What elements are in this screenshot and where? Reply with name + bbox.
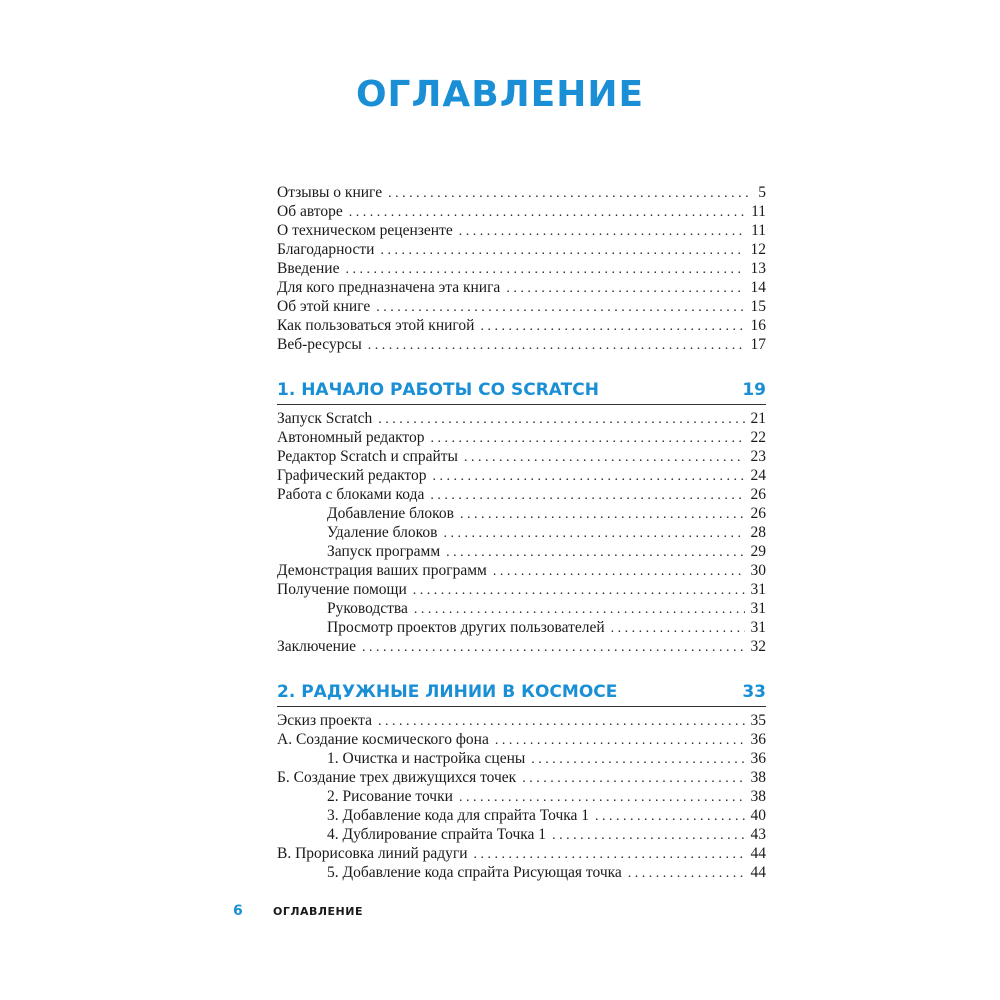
chapter-heading xyxy=(277,678,766,707)
toc-entry xyxy=(277,730,766,749)
toc-entry-label: 1. Очистка и настройка сцены xyxy=(327,750,526,767)
toc-subentry xyxy=(277,825,766,844)
toc-entry-page: 38 xyxy=(750,788,766,805)
toc-entry-page: 15 xyxy=(750,298,766,315)
toc-entry-label: Отзывы о книге xyxy=(277,184,383,201)
toc-entry-label: Руководства xyxy=(327,600,408,617)
toc-entry xyxy=(277,428,766,447)
toc-entry-page: 43 xyxy=(750,826,766,843)
toc-entry-label: А. Создание космического фона xyxy=(277,731,489,748)
toc-entry-label: Удаление блоков xyxy=(327,524,438,541)
toc-entry-page: 14 xyxy=(750,279,766,296)
dot-leader xyxy=(446,543,744,562)
toc-entry xyxy=(277,297,766,316)
toc-entry-page: 23 xyxy=(750,448,766,465)
table-of-contents xyxy=(277,183,766,882)
dot-leader xyxy=(413,581,745,600)
toc-entry-page: 13 xyxy=(750,260,766,277)
toc-entry-label: Запуск программ xyxy=(327,543,441,560)
toc-entry-label: 4. Дублирование спрайта Точка 1 xyxy=(327,826,547,843)
toc-entry-label: Введение xyxy=(277,260,340,277)
toc-entry xyxy=(277,447,766,466)
toc-entry xyxy=(277,485,766,504)
toc-entry-label: Об авторе xyxy=(277,203,343,220)
footer-page-number: 6 xyxy=(233,903,243,919)
toc-entry-page: 38 xyxy=(750,769,766,786)
toc-subentry xyxy=(277,749,766,768)
toc-entry-page: 32 xyxy=(750,638,766,655)
toc-entry-page: 29 xyxy=(750,543,766,560)
dot-leader xyxy=(380,241,744,260)
toc-entry-page: 36 xyxy=(750,731,766,748)
toc-entry-label: Работа с блоками кода xyxy=(277,486,425,503)
dot-leader xyxy=(552,826,744,845)
toc-entry xyxy=(277,278,766,297)
chapter-heading xyxy=(277,376,766,405)
toc-entry xyxy=(277,183,766,202)
dot-leader xyxy=(362,638,744,657)
chapter-title: 2. РАДУЖНЫЕ ЛИНИИ В КОСМОСЕ xyxy=(277,682,618,702)
dot-leader xyxy=(464,448,745,467)
dot-leader xyxy=(432,467,744,486)
toc-entry-page: 35 xyxy=(750,712,766,729)
toc-subentry xyxy=(277,523,766,542)
toc-entry-page: 31 xyxy=(750,581,766,598)
toc-entry-page: 31 xyxy=(750,600,766,617)
toc-entry xyxy=(277,466,766,485)
toc-entry-page: 30 xyxy=(750,562,766,579)
toc-entry xyxy=(277,202,766,221)
toc-entry-page: 44 xyxy=(750,864,766,881)
footer-running-head: ОГЛАВЛЕНИЕ xyxy=(273,904,363,918)
toc-entry-label: Б. Создание трех движущихся точек xyxy=(277,769,517,786)
toc-entry-page: 26 xyxy=(750,505,766,522)
toc-entry-label: Запуск Scratch xyxy=(277,410,373,427)
toc-entry-page: 28 xyxy=(750,524,766,541)
toc-entry-page: 36 xyxy=(750,750,766,767)
toc-entry xyxy=(277,844,766,863)
toc-entry xyxy=(277,259,766,278)
toc-entry xyxy=(277,711,766,730)
toc-subentry xyxy=(277,599,766,618)
toc-entry xyxy=(277,768,766,787)
chapter-page: 19 xyxy=(742,380,766,400)
toc-subentry xyxy=(277,806,766,825)
dot-leader xyxy=(495,731,745,750)
toc-entry-label: Добавление блоков xyxy=(327,505,454,522)
toc-entry xyxy=(277,316,766,335)
toc-subentry xyxy=(277,618,766,637)
dot-leader xyxy=(345,260,744,279)
dot-leader xyxy=(611,619,745,638)
toc-entry-label: Автономный редактор xyxy=(277,429,425,446)
dot-leader xyxy=(378,410,744,429)
toc-entry-page: 31 xyxy=(750,619,766,636)
toc-entry-page: 11 xyxy=(751,203,766,220)
toc-entry-page: 16 xyxy=(750,317,766,334)
dot-leader xyxy=(430,486,744,505)
dot-leader xyxy=(506,279,744,298)
toc-entry-label: Об этой книге xyxy=(277,298,371,315)
toc-entry-page: 44 xyxy=(750,845,766,862)
toc-entry-page: 5 xyxy=(758,184,766,201)
toc-entry xyxy=(277,409,766,428)
toc-entry-page: 24 xyxy=(750,467,766,484)
toc-entry xyxy=(277,637,766,656)
dot-leader xyxy=(459,788,745,807)
toc-entry xyxy=(277,580,766,599)
toc-entry-label: Демонстрация ваших программ xyxy=(277,562,487,579)
toc-entry-label: Благодарности xyxy=(277,241,375,258)
page-title: ОГЛАВЛЕНИЕ xyxy=(355,74,645,115)
toc-entry-label: 2. Рисование точки xyxy=(327,788,453,805)
toc-entry-page: 22 xyxy=(750,429,766,446)
toc-entry-label: Графический редактор xyxy=(277,467,427,484)
dot-leader xyxy=(443,524,744,543)
toc-entry xyxy=(277,561,766,580)
dot-leader xyxy=(378,712,745,731)
toc-entry-label: Как пользоваться этой книгой xyxy=(277,317,475,334)
toc-entry-label: Для кого предназначена эта книга xyxy=(277,279,501,296)
page-footer xyxy=(233,903,363,919)
dot-leader xyxy=(531,750,744,769)
toc-entry xyxy=(277,240,766,259)
chapter-page: 33 xyxy=(742,682,766,702)
toc-subentry xyxy=(277,787,766,806)
toc-entry-label: 5. Добавление кода спрайта Рисующая точка xyxy=(327,864,622,881)
chapter-title: 1. НАЧАЛО РАБОТЫ СО SCRATCH xyxy=(277,380,599,400)
dot-leader xyxy=(480,317,744,336)
toc-entry-page: 21 xyxy=(750,410,766,427)
toc-entry-label: Редактор Scratch и спрайты xyxy=(277,448,458,465)
toc-entry-page: 12 xyxy=(750,241,766,258)
dot-leader xyxy=(628,864,745,883)
dot-leader xyxy=(595,807,744,826)
toc-entry-label: О техническом рецензенте xyxy=(277,222,453,239)
toc-entry xyxy=(277,335,766,354)
dot-leader xyxy=(430,429,744,448)
toc-subentry xyxy=(277,863,766,882)
toc-entry-label: Эскиз проекта xyxy=(277,712,372,729)
toc-subentry xyxy=(277,542,766,561)
toc-entry-label: Заключение xyxy=(277,638,357,655)
dot-leader xyxy=(368,336,745,355)
toc-entry-label: Просмотр проектов других пользователей xyxy=(327,619,605,636)
toc-entry xyxy=(277,221,766,240)
dot-leader xyxy=(376,298,744,317)
toc-entry-page: 11 xyxy=(751,222,766,239)
dot-leader xyxy=(414,600,745,619)
dot-leader xyxy=(493,562,745,581)
dot-leader xyxy=(522,769,744,788)
dot-leader xyxy=(388,184,752,203)
toc-entry-label: В. Прорисовка линий радуги xyxy=(277,845,468,862)
dot-leader xyxy=(460,505,745,524)
toc-subentry xyxy=(277,504,766,523)
toc-entry-page: 17 xyxy=(750,336,766,353)
toc-entry-page: 40 xyxy=(750,807,766,824)
toc-entry-page: 26 xyxy=(750,486,766,503)
dot-leader xyxy=(474,845,745,864)
toc-entry-label: Веб-ресурсы xyxy=(277,336,362,353)
dot-leader xyxy=(349,203,745,222)
dot-leader xyxy=(459,222,745,241)
toc-entry-label: Получение помощи xyxy=(277,581,407,598)
toc-entry-label: 3. Добавление кода для спрайта Точка 1 xyxy=(327,807,590,824)
